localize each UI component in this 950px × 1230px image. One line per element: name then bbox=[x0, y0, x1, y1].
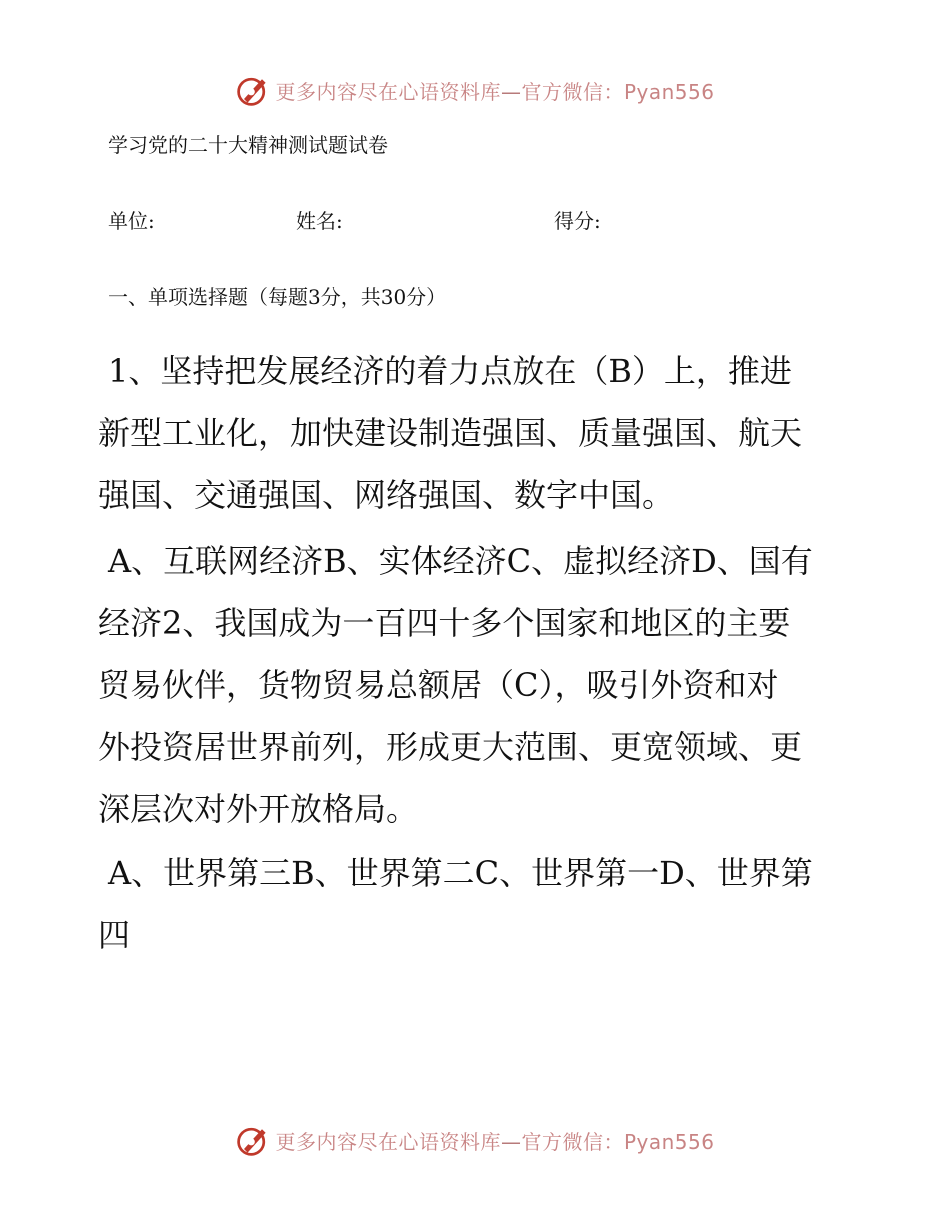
document-title: 学习党的二十大精神测试题试卷 bbox=[108, 133, 388, 157]
question-line: A、互联网经济B、实体经济C、虚拟经济D、国有 bbox=[108, 542, 813, 580]
unit-field-label: 单位: bbox=[108, 209, 155, 233]
score-field-label: 得分: bbox=[554, 209, 601, 233]
name-field-label: 姓名: bbox=[296, 209, 343, 233]
question-line: 1、坚持把发展经济的着力点放在（B）上，推进 bbox=[108, 352, 792, 390]
question-line: 四 bbox=[98, 916, 131, 954]
question-line: 经济2、我国成为一百四十多个国家和地区的主要 bbox=[98, 604, 791, 642]
question-line: A、世界第三B、世界第二C、世界第一D、世界第 bbox=[108, 854, 813, 892]
pen-logo-icon bbox=[235, 1122, 271, 1158]
question-2-options bbox=[98, 842, 858, 966]
header-watermark bbox=[0, 70, 950, 110]
question-line: 强国、交通强国、网络强国、数字中国。 bbox=[98, 476, 675, 514]
section-heading: 一、单项选择题（每题3分，共30分） bbox=[108, 285, 447, 309]
question-1 bbox=[98, 340, 858, 526]
footer-watermark bbox=[0, 1120, 950, 1160]
question-line: 深层次对外开放格局。 bbox=[98, 790, 419, 828]
header-fields bbox=[98, 190, 868, 252]
pen-logo-icon bbox=[235, 72, 271, 108]
question-1-options-and-question-2 bbox=[98, 530, 858, 840]
question-line: 外投资居世界前列，形成更大范围、更宽领域、更 bbox=[98, 728, 803, 766]
watermark-text: 更多内容尽在心语资料库—官方微信：Pyan556 bbox=[275, 1129, 715, 1154]
question-line: 贸易伙伴，货物贸易总额居（C），吸引外资和对 bbox=[98, 666, 779, 704]
question-line: 新型工业化，加快建设制造强国、质量强国、航天 bbox=[98, 414, 803, 452]
watermark-text: 更多内容尽在心语资料库—官方微信：Pyan556 bbox=[275, 79, 715, 104]
